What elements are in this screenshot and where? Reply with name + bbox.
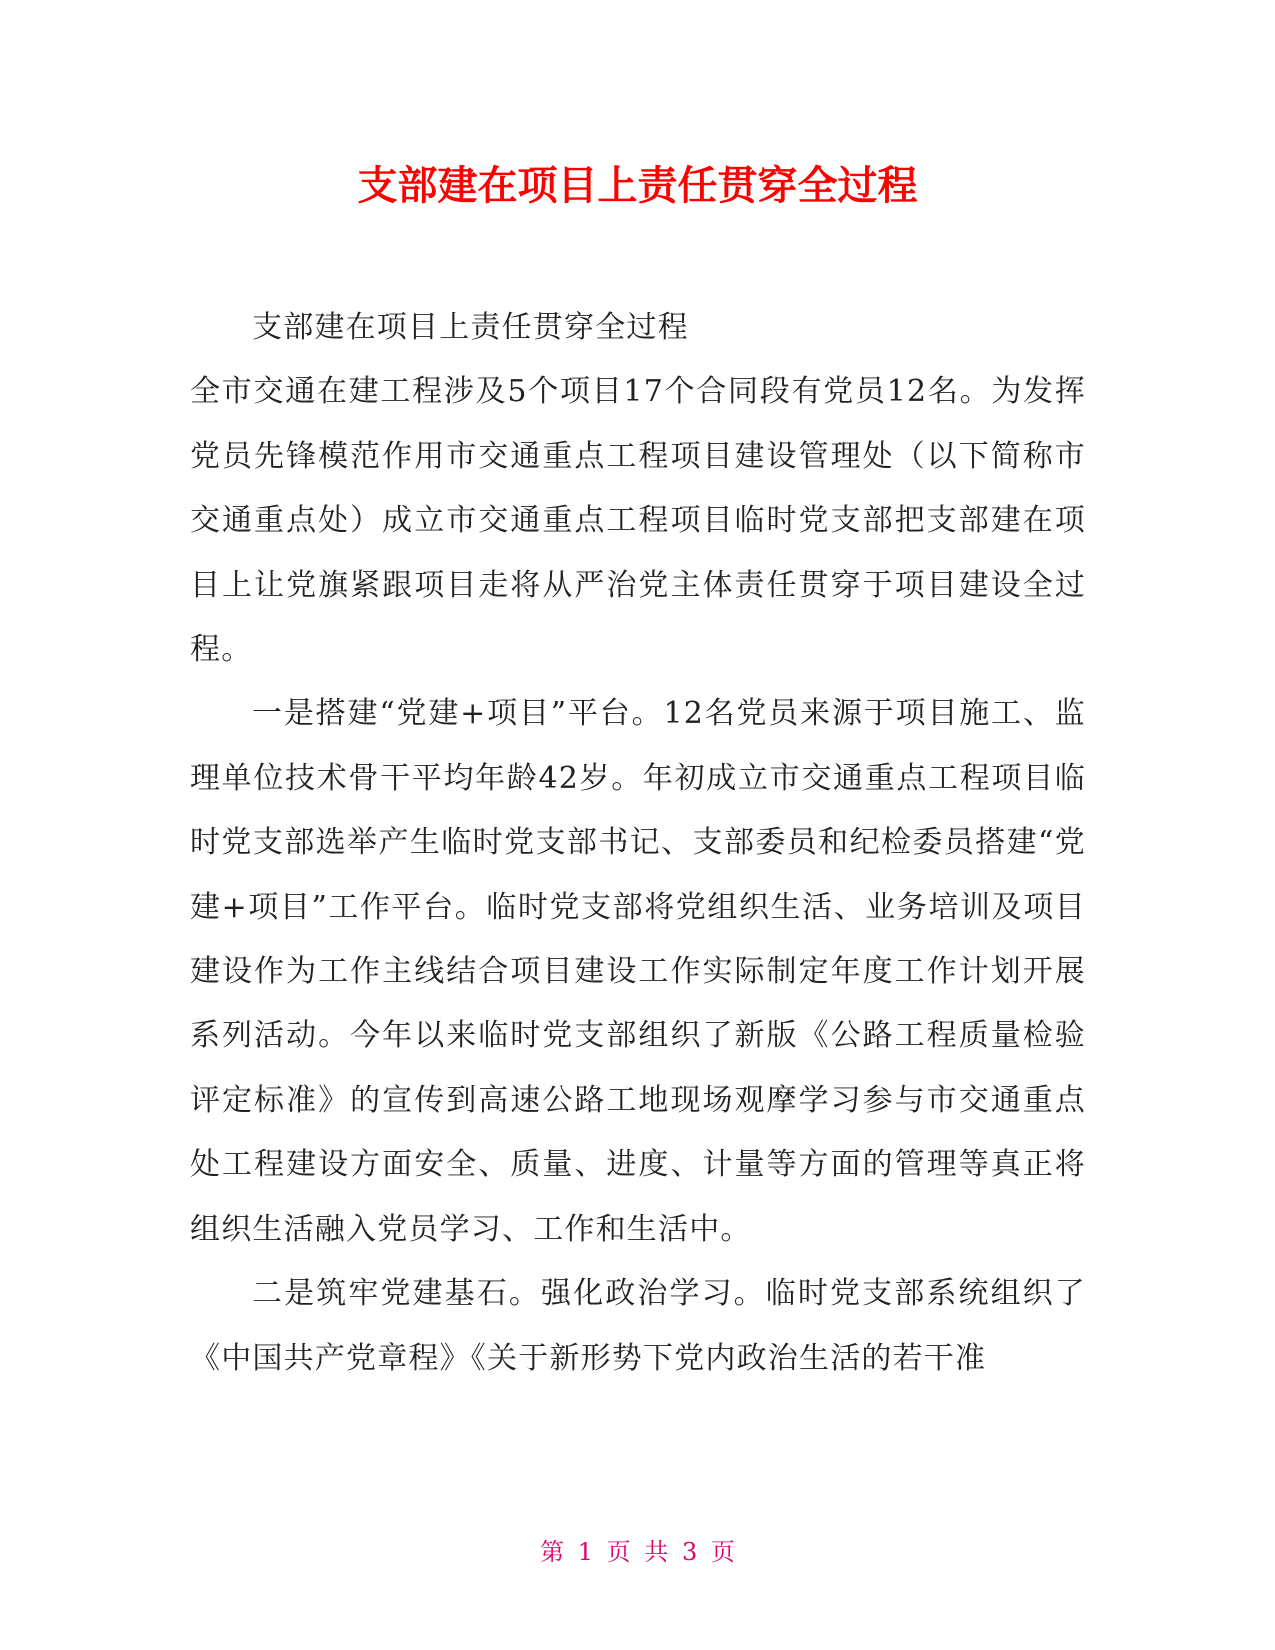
paragraph-point-two: 二是筑牢党建基石。强化政治学习。临时党支部系统组织了《中国共产党章程》《关于新形势下党内政治生活的若干准 xyxy=(190,1276,1086,1376)
page-number-footer: 第 1 页 共 3 页 xyxy=(540,1538,735,1566)
document-body xyxy=(190,296,1086,1391)
paragraph-intro: 全市交通在建工程涉及5个项目17个合同段有党员12名。为发挥党员先锋模范作用市交通重点工程项目建设管理处（以下简称市交通重点处）成立市交通重点工程项目临时党支部把支部建在项目上让党旗紧跟项目走将从严治党主体责任贯穿于项目建设全过程。 xyxy=(190,374,1086,668)
paragraph-subtitle: 支部建在项目上责任贯穿全过程 xyxy=(252,310,689,345)
paragraph-point-one: 一是搭建“党建+项目”平台。12名党员来源于项目施工、监理单位技术骨干平均年龄42岁。年初成立市交通重点工程项目临时党支部选举产生临时党支部书记、支部委员和纪检委员搭建“党建+项目”工作平台。临时党支部将党组织生活、业务培训及项目建设作为工作主线结合项目建设工作实际制定年度工作计划开展系列活动。今年以来临时党支部组织了新版《公路工程质量检验评定标准》的宣传到高速公路工地现场观摩学习参与市交通重点处工程建设方面安全、质量、进度、计量等方面的管理等真正将组织生活融入党员学习、工作和生活中。 xyxy=(190,696,1086,1247)
document-title: 支部建在项目上责任贯穿全过程 xyxy=(357,163,918,209)
